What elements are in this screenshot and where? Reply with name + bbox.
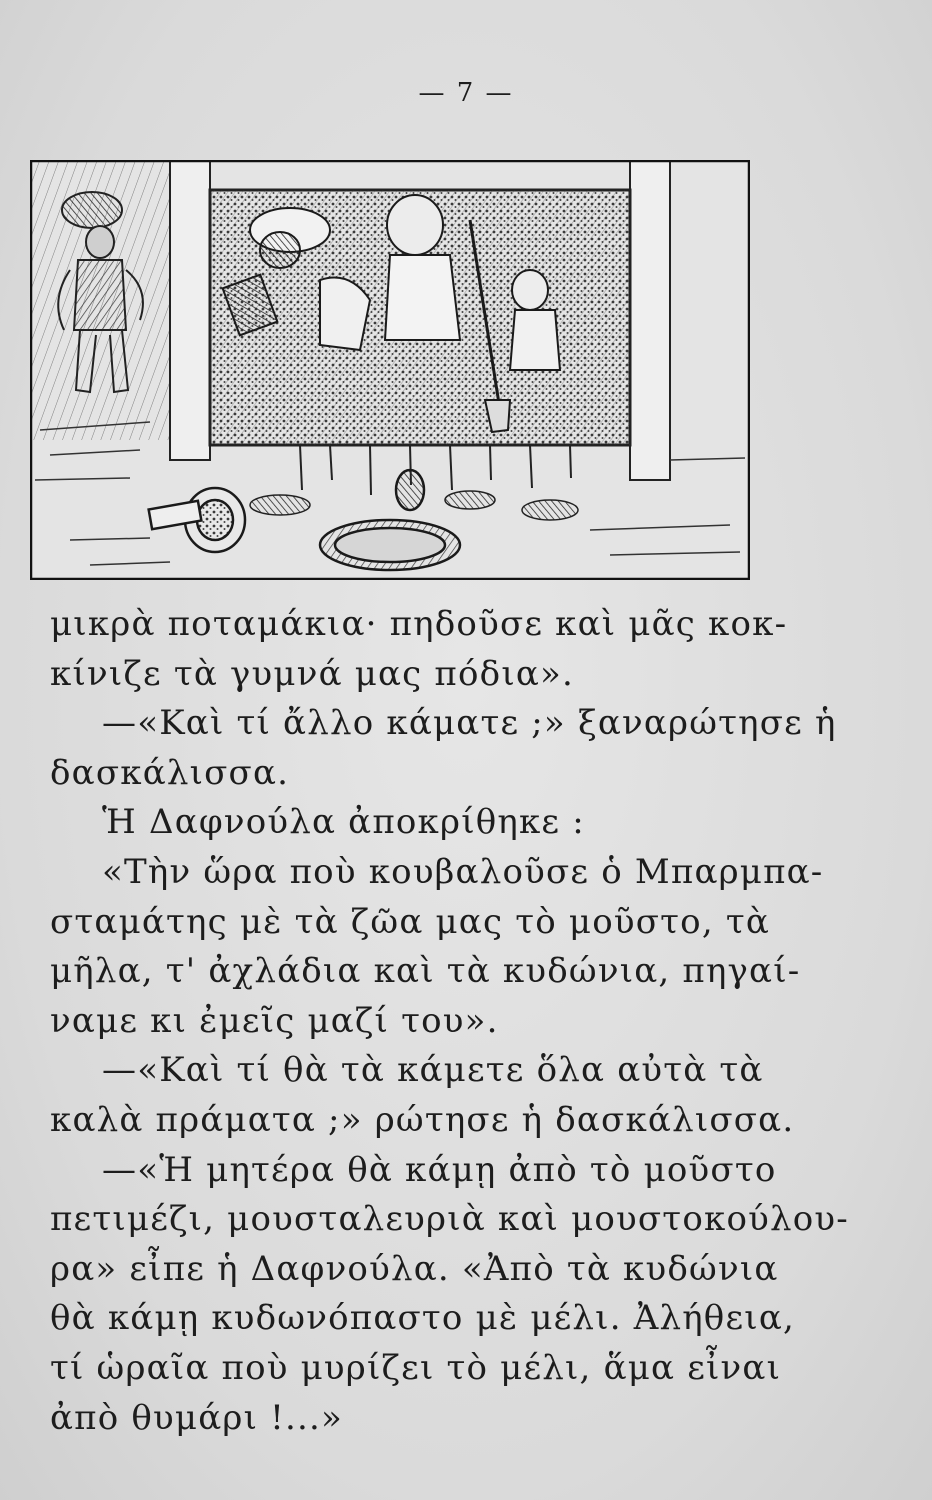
text-line: ἀπὸ θυμάρι !...» [50,1397,343,1438]
text-line: —«Καὶ τί ἄλλο κάματε ;» ξαναρώτησε ἡ [102,703,837,744]
text-line: θὰ κάμῃ κυδωνόπαστο μὲ μέλι. Ἀλήθεια, [50,1298,795,1339]
text-line: κίνιζε τὰ γυμνά μας πόδια». [50,653,575,694]
text-line: ναμε κι ἐμεῖς μαζί του». [50,1000,499,1041]
page-number: — 7 — [418,78,514,108]
text-line: «Τὴν ὥρα ποὺ κουβαλοῦσε ὁ Μπαρμπα- [102,851,824,892]
text-line: σταμάτης μὲ τὰ ζῶα μας τὸ μοῦστο, τὰ [50,901,771,942]
body-text [50,600,849,1443]
text-line: μῆλα, τ' ἀχλάδια καὶ τὰ κυδώνια, πηγαί- [50,951,801,992]
engraving-illustration [30,160,750,580]
vintage-print-image [30,160,750,580]
text-line: μικρὰ ποταμάκια· πηδοῦσε καὶ μᾶς κοκ- [50,604,788,644]
text-line: τί ὡραῖα ποὺ μυρίζει τὸ μέλι, ἅμα εἶναι [50,1347,782,1388]
text-line: Ἡ Δαφνούλα ἀποκρίθηκε : [102,802,585,843]
text-line: —«Ἡ μητέρα θὰ κάμῃ ἀπὸ τὸ μοῦστο [102,1149,777,1190]
text-line: —«Καὶ τί θὰ τὰ κάμετε ὅλα αὐτὰ τὰ [102,1050,764,1091]
text-line: καλὰ πράματα ;» ρώτησε ἡ δασκάλισσα. [50,1099,795,1140]
text-line: ρα» εἶπε ἡ Δαφνούλα. «Ἀπὸ τὰ κυδώνια [50,1248,779,1289]
text-line: δασκάλισσα. [50,752,290,793]
text-line: πετιμέζι, μουσταλευριὰ καὶ μουστοκούλου- [50,1199,849,1240]
